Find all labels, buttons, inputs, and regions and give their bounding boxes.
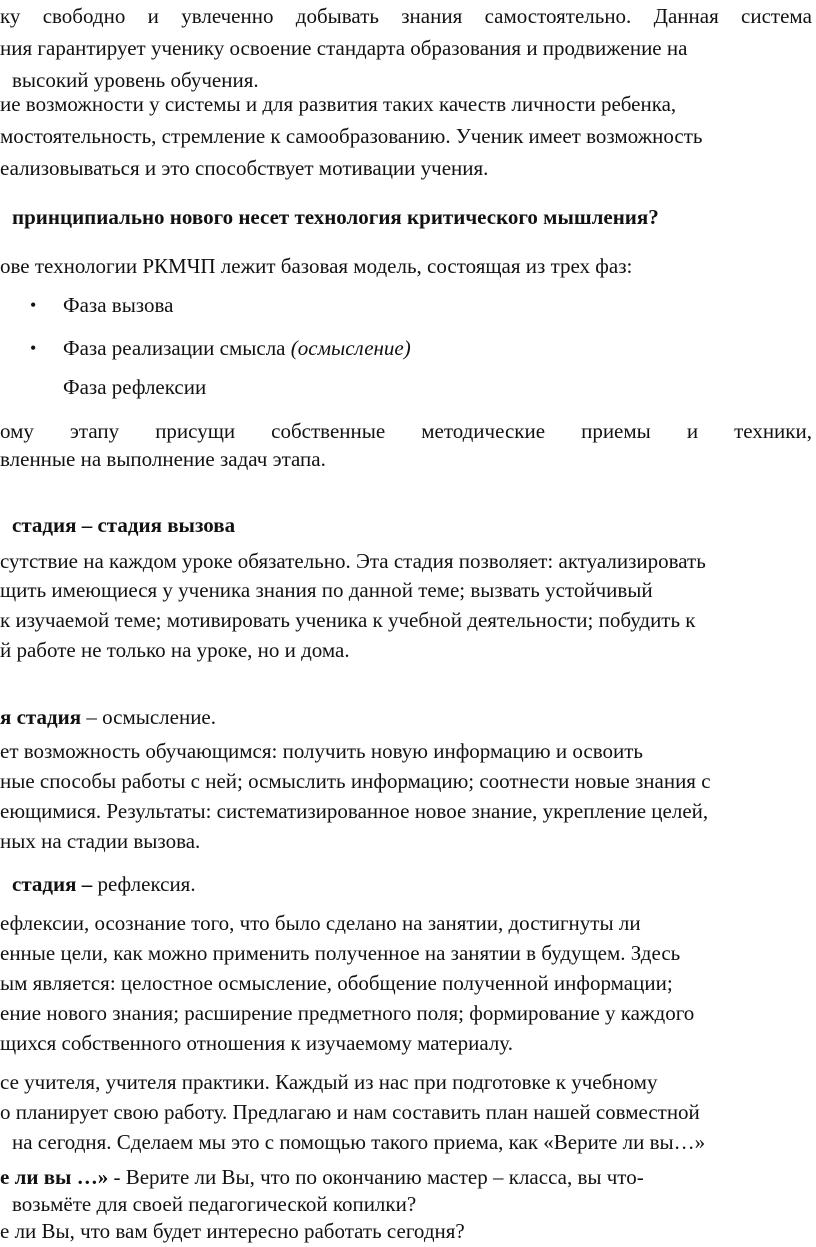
stage2-line2: ные способы работы с ней; осмыслить информацию; соотнести новые знания с bbox=[0, 769, 711, 793]
stage1-line4: й работе не только на уроке, но и дома. bbox=[0, 638, 350, 662]
stage1-line2: щить имеющиеся у ученика знания по данной теме; вызвать устойчивый bbox=[0, 578, 653, 602]
intro-text: ове технологии РКМЧП лежит базовая модель, состоящая из трех фаз: bbox=[0, 254, 633, 278]
believe-bold: е ли вы …» bbox=[0, 1165, 109, 1189]
stage2-heading bbox=[0, 704, 216, 730]
stage3-heading-rest: рефлексия. bbox=[97, 872, 196, 896]
stage3-line3: ым является: целостное осмысление, обобщение полученной информации; bbox=[0, 971, 673, 995]
believe-line3: е ли Вы, что вам будет интересно работать сегодня? bbox=[0, 1219, 465, 1243]
stage3-line2: енные цели, как можно применить полученное на занятии в будущем. Здесь bbox=[0, 941, 681, 965]
para2-line2: мостоятельность, стремление к самообразованию. Ученик имеет возможность bbox=[0, 124, 703, 148]
stage3-line4: ение нового знания; расширение предметного поля; формирование у каждого bbox=[0, 1001, 695, 1025]
stage1-line1: сутствие на каждом уроке обязательно. Эта стадия позволяет: актуализировать bbox=[0, 549, 706, 573]
stage3-line1: ефлексии, осознание того, что было сделано на занятии, достигнуты ли bbox=[0, 911, 641, 935]
stage-para-line2: вленные на выполнение задач этапа. bbox=[0, 447, 326, 471]
stage3-heading-bold: стадия – bbox=[12, 872, 98, 896]
stage1-heading: стадия – стадия вызова bbox=[12, 513, 236, 537]
para2-line1: ие возможности у системы и для развития таких качеств личности ребенка, bbox=[0, 92, 677, 116]
bullet-icon: • bbox=[30, 295, 37, 315]
section-heading-question: принципиально нового несет технология критического мышления? bbox=[12, 205, 659, 229]
believe-line1 bbox=[0, 1164, 644, 1190]
teacher-para-line2: о планирует свою работу. Предлагаю и нам составить план нашей совместной bbox=[0, 1100, 700, 1124]
stage2-line1: ет возможность обучающимся: получить новую информацию и освоить bbox=[0, 739, 643, 763]
phase-item-2-text: Фаза реализации смысла bbox=[63, 336, 291, 360]
stage2-line3: еющимися. Результаты: систематизированное новое знание, укрепление целей, bbox=[0, 799, 709, 823]
stage2-heading-bold: я стадия bbox=[0, 705, 82, 729]
teacher-para-line1: се учителя, учителя практики. Каждый из нас при подготовке к учебному bbox=[0, 1070, 658, 1094]
teacher-para-line3: на сегодня. Сделаем мы это с помощью такого приема, как «Верите ли вы…» bbox=[12, 1130, 706, 1154]
believe-rest: - Верите ли Вы, что по окончанию мастер – класса, вы что- bbox=[108, 1165, 644, 1189]
believe-line2: возьмёте для своей педагогической копилки? bbox=[12, 1192, 417, 1216]
phase-item-3: Фаза рефлексии bbox=[63, 375, 207, 399]
phase-item-2-italic: (осмысление) bbox=[290, 336, 411, 360]
stage1-line3: к изучаемой теме; мотивировать ученика к учебной деятельности; побудить к bbox=[0, 608, 696, 632]
stage2-heading-rest: – осмысление. bbox=[81, 705, 217, 729]
para1-line3: высокий уровень обучения. bbox=[12, 68, 259, 92]
stage-para-line1: ому этапу присущи собственные методические приемы и техники, bbox=[0, 419, 812, 443]
phase-item-1: Фаза вызова bbox=[63, 293, 174, 317]
para1-line1: ку свободно и увлеченно добывать знания самостоятельно. Данная система bbox=[0, 4, 812, 28]
phase-item-2 bbox=[63, 335, 411, 361]
stage3-heading bbox=[12, 871, 196, 897]
bullet-icon: • bbox=[30, 338, 37, 358]
para2-line3: еализовываться и это способствует мотивации учения. bbox=[0, 156, 489, 180]
stage2-line4: ных на стадии вызова. bbox=[0, 829, 201, 853]
para1-line2: ния гарантирует ученику освоение стандарта образования и продвижение на bbox=[0, 36, 688, 60]
stage3-line5: щихся собственного отношения к изучаемому материалу. bbox=[0, 1031, 513, 1055]
